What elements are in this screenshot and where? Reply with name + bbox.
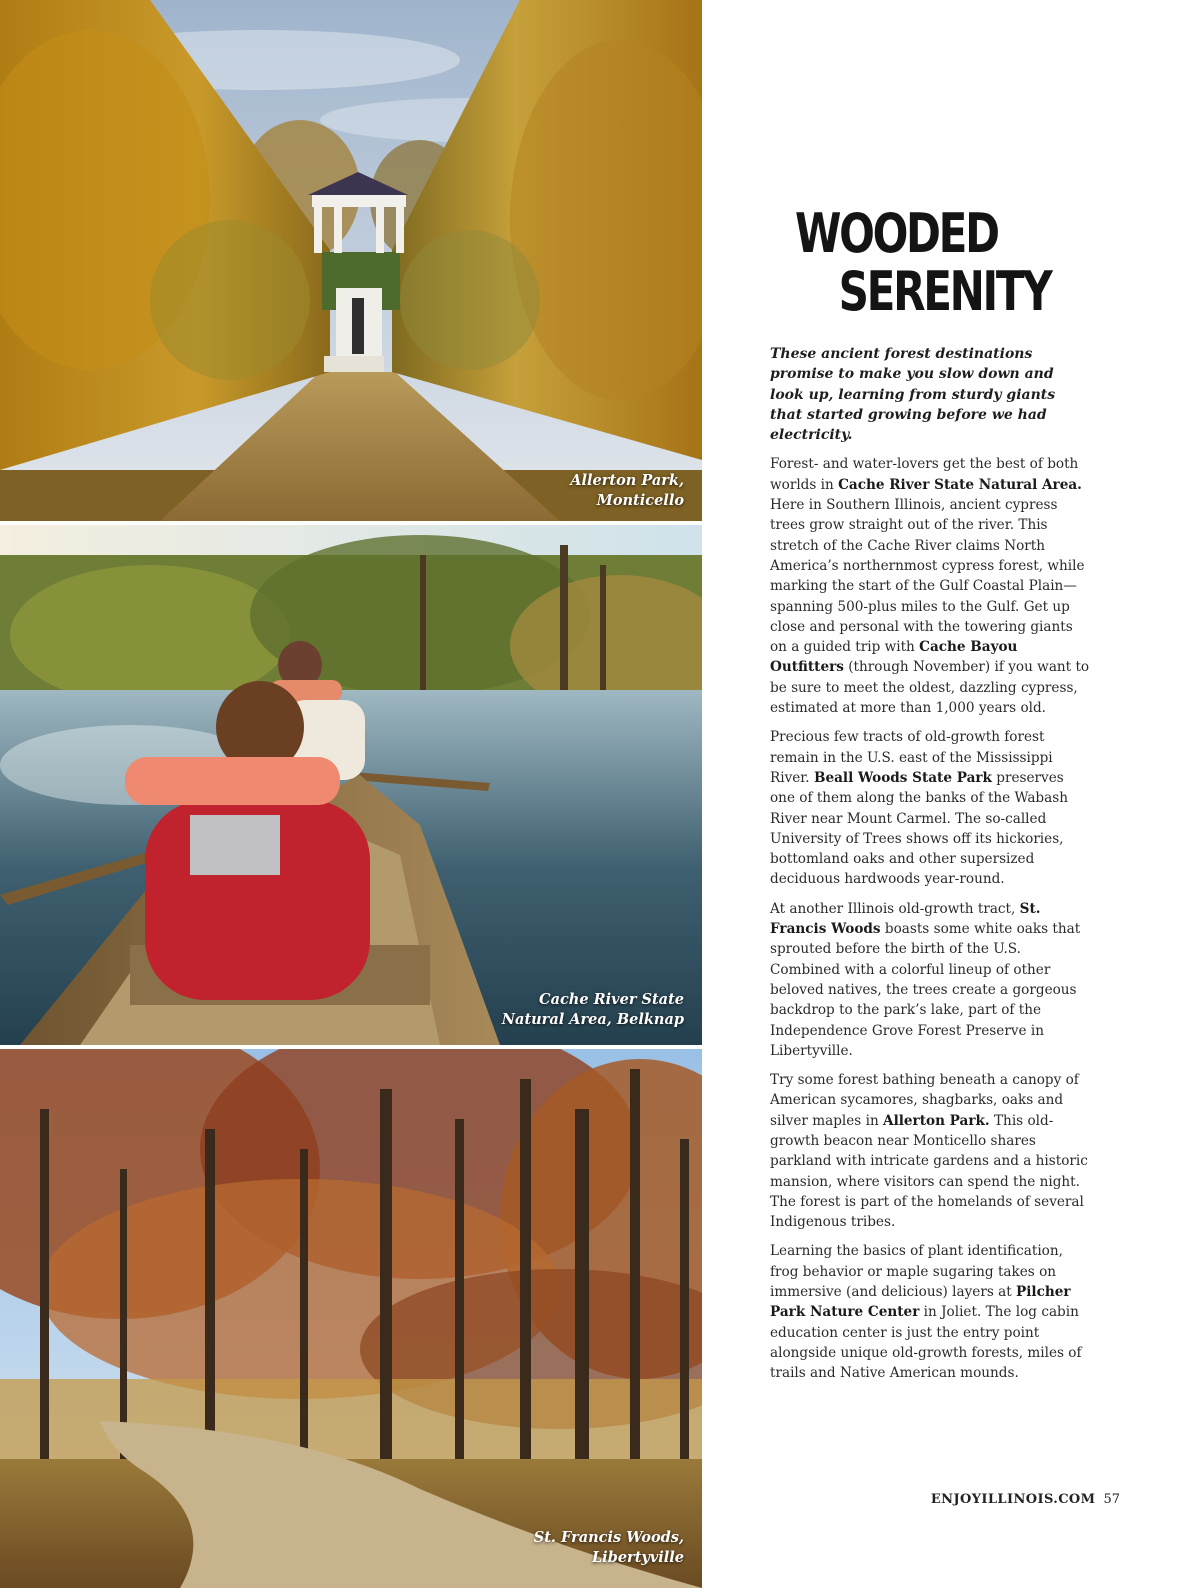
place-name: Cache Bayou Outfitters bbox=[770, 639, 1018, 676]
paragraph-st-francis-woods bbox=[770, 899, 1090, 1061]
paragraph-text: Try some forest bathing beneath a canopy of American sycamores, shagbarks, oaks and silver maples in bbox=[770, 1072, 1079, 1129]
paragraph-pilcher-park bbox=[770, 1241, 1090, 1383]
allerton-park-image bbox=[0, 0, 702, 521]
paragraph-text: At another Illinois old-growth tract, bbox=[770, 900, 1020, 917]
caption-st-francis-woods bbox=[534, 1528, 684, 1568]
website-url: ENJOYILLINOIS.COM bbox=[930, 1492, 1096, 1507]
caption-line-2: Natural Area, Belknap bbox=[501, 1011, 684, 1028]
place-name: Pilcher Park Nature Center bbox=[770, 1284, 1071, 1321]
photo-st-francis-woods bbox=[0, 1049, 702, 1588]
place-name: Cache River State Natural Area. bbox=[838, 476, 1082, 493]
st-francis-woods-image bbox=[0, 1049, 702, 1588]
paragraph-text: (through November) if you want to be sure to meet the oldest, dazzling cypress, estimated at more than 1,000 years old. bbox=[770, 659, 1090, 717]
paragraph-text: Learning the basics of plant identification, frog behavior or maple sugaring takes on immersive (and delicious) layers at bbox=[770, 1243, 1063, 1301]
headline-line-2: SERENITY bbox=[838, 260, 1051, 323]
place-name: Beall Woods State Park bbox=[813, 769, 992, 786]
article-headline bbox=[795, 202, 1095, 323]
article-dek: These ancient forest destinations promise to make you slow down and look up, learning from sturdy giants that started growing before we had electricity. bbox=[770, 346, 1056, 444]
paragraph-text: This old-growth beacon near Monticello shares parkland with intricate gardens and a historic mansion, where visitors can spend the night. The forest is part of the homelands of several Indigenous tribes. bbox=[770, 1112, 1088, 1231]
caption-line-1: St. Francis Woods, bbox=[533, 1529, 684, 1546]
caption-line-1: Allerton Park, bbox=[570, 472, 684, 489]
paragraph-text: Forest- and water-lovers get the best of both worlds in bbox=[770, 456, 1079, 493]
paragraph-text: Precious few tracts of old-growth forest remain in the U.S. east of the Mississippi River. bbox=[770, 729, 1053, 786]
paragraph-allerton-park bbox=[770, 1070, 1090, 1232]
place-name: St. Francis Woods bbox=[770, 900, 1041, 938]
place-name: Allerton Park. bbox=[883, 1112, 990, 1129]
paragraph-text: in Joliet. The log cabin education center is just the entry point alongside unique old-growth forests, miles of trails and Native American mounds. bbox=[770, 1304, 1082, 1382]
caption-line-1: Cache River State bbox=[539, 991, 684, 1008]
caption-cache-river bbox=[502, 990, 684, 1030]
photo-allerton-park bbox=[0, 0, 702, 521]
paragraph-cache-river bbox=[770, 454, 1090, 718]
paragraph-text: Here in Southern Illinois, ancient cypress trees grow straight out of the river. This stretch of the Cache River claims North America’s northernmost cypress forest, while marking the start of the Gulf Coastal Plain—spanning 500-plus miles to the Gulf. Get up close and personal with the towering giants on a guided trip with bbox=[770, 497, 1085, 656]
photo-cache-river bbox=[0, 525, 702, 1045]
caption-allerton-park bbox=[570, 471, 684, 511]
headline-line-1: WOODED bbox=[795, 202, 998, 265]
caption-line-2: Libertyville bbox=[591, 1549, 684, 1566]
paragraph-beall-woods bbox=[770, 727, 1090, 889]
page-footer bbox=[931, 1492, 1120, 1507]
cache-river-image bbox=[0, 525, 702, 1045]
article-body bbox=[770, 344, 1090, 1393]
caption-line-2: Monticello bbox=[596, 492, 684, 509]
paragraph-text: preserves one of them along the banks of the Wabash River near Mount Carmel. The so-called University of Trees shows off its hickories, bottomland oaks and other supersized deciduous hardwoods year-round. bbox=[770, 769, 1068, 888]
page-number: 57 bbox=[1103, 1492, 1120, 1507]
paragraph-text: boasts some white oaks that sprouted before the birth of the U.S. Combined with a colorful lineup of other beloved natives, the trees create a gorgeous backdrop to the park’s lake, part of the Independence Grove Forest Preserve in Libertyville. bbox=[770, 921, 1081, 1059]
